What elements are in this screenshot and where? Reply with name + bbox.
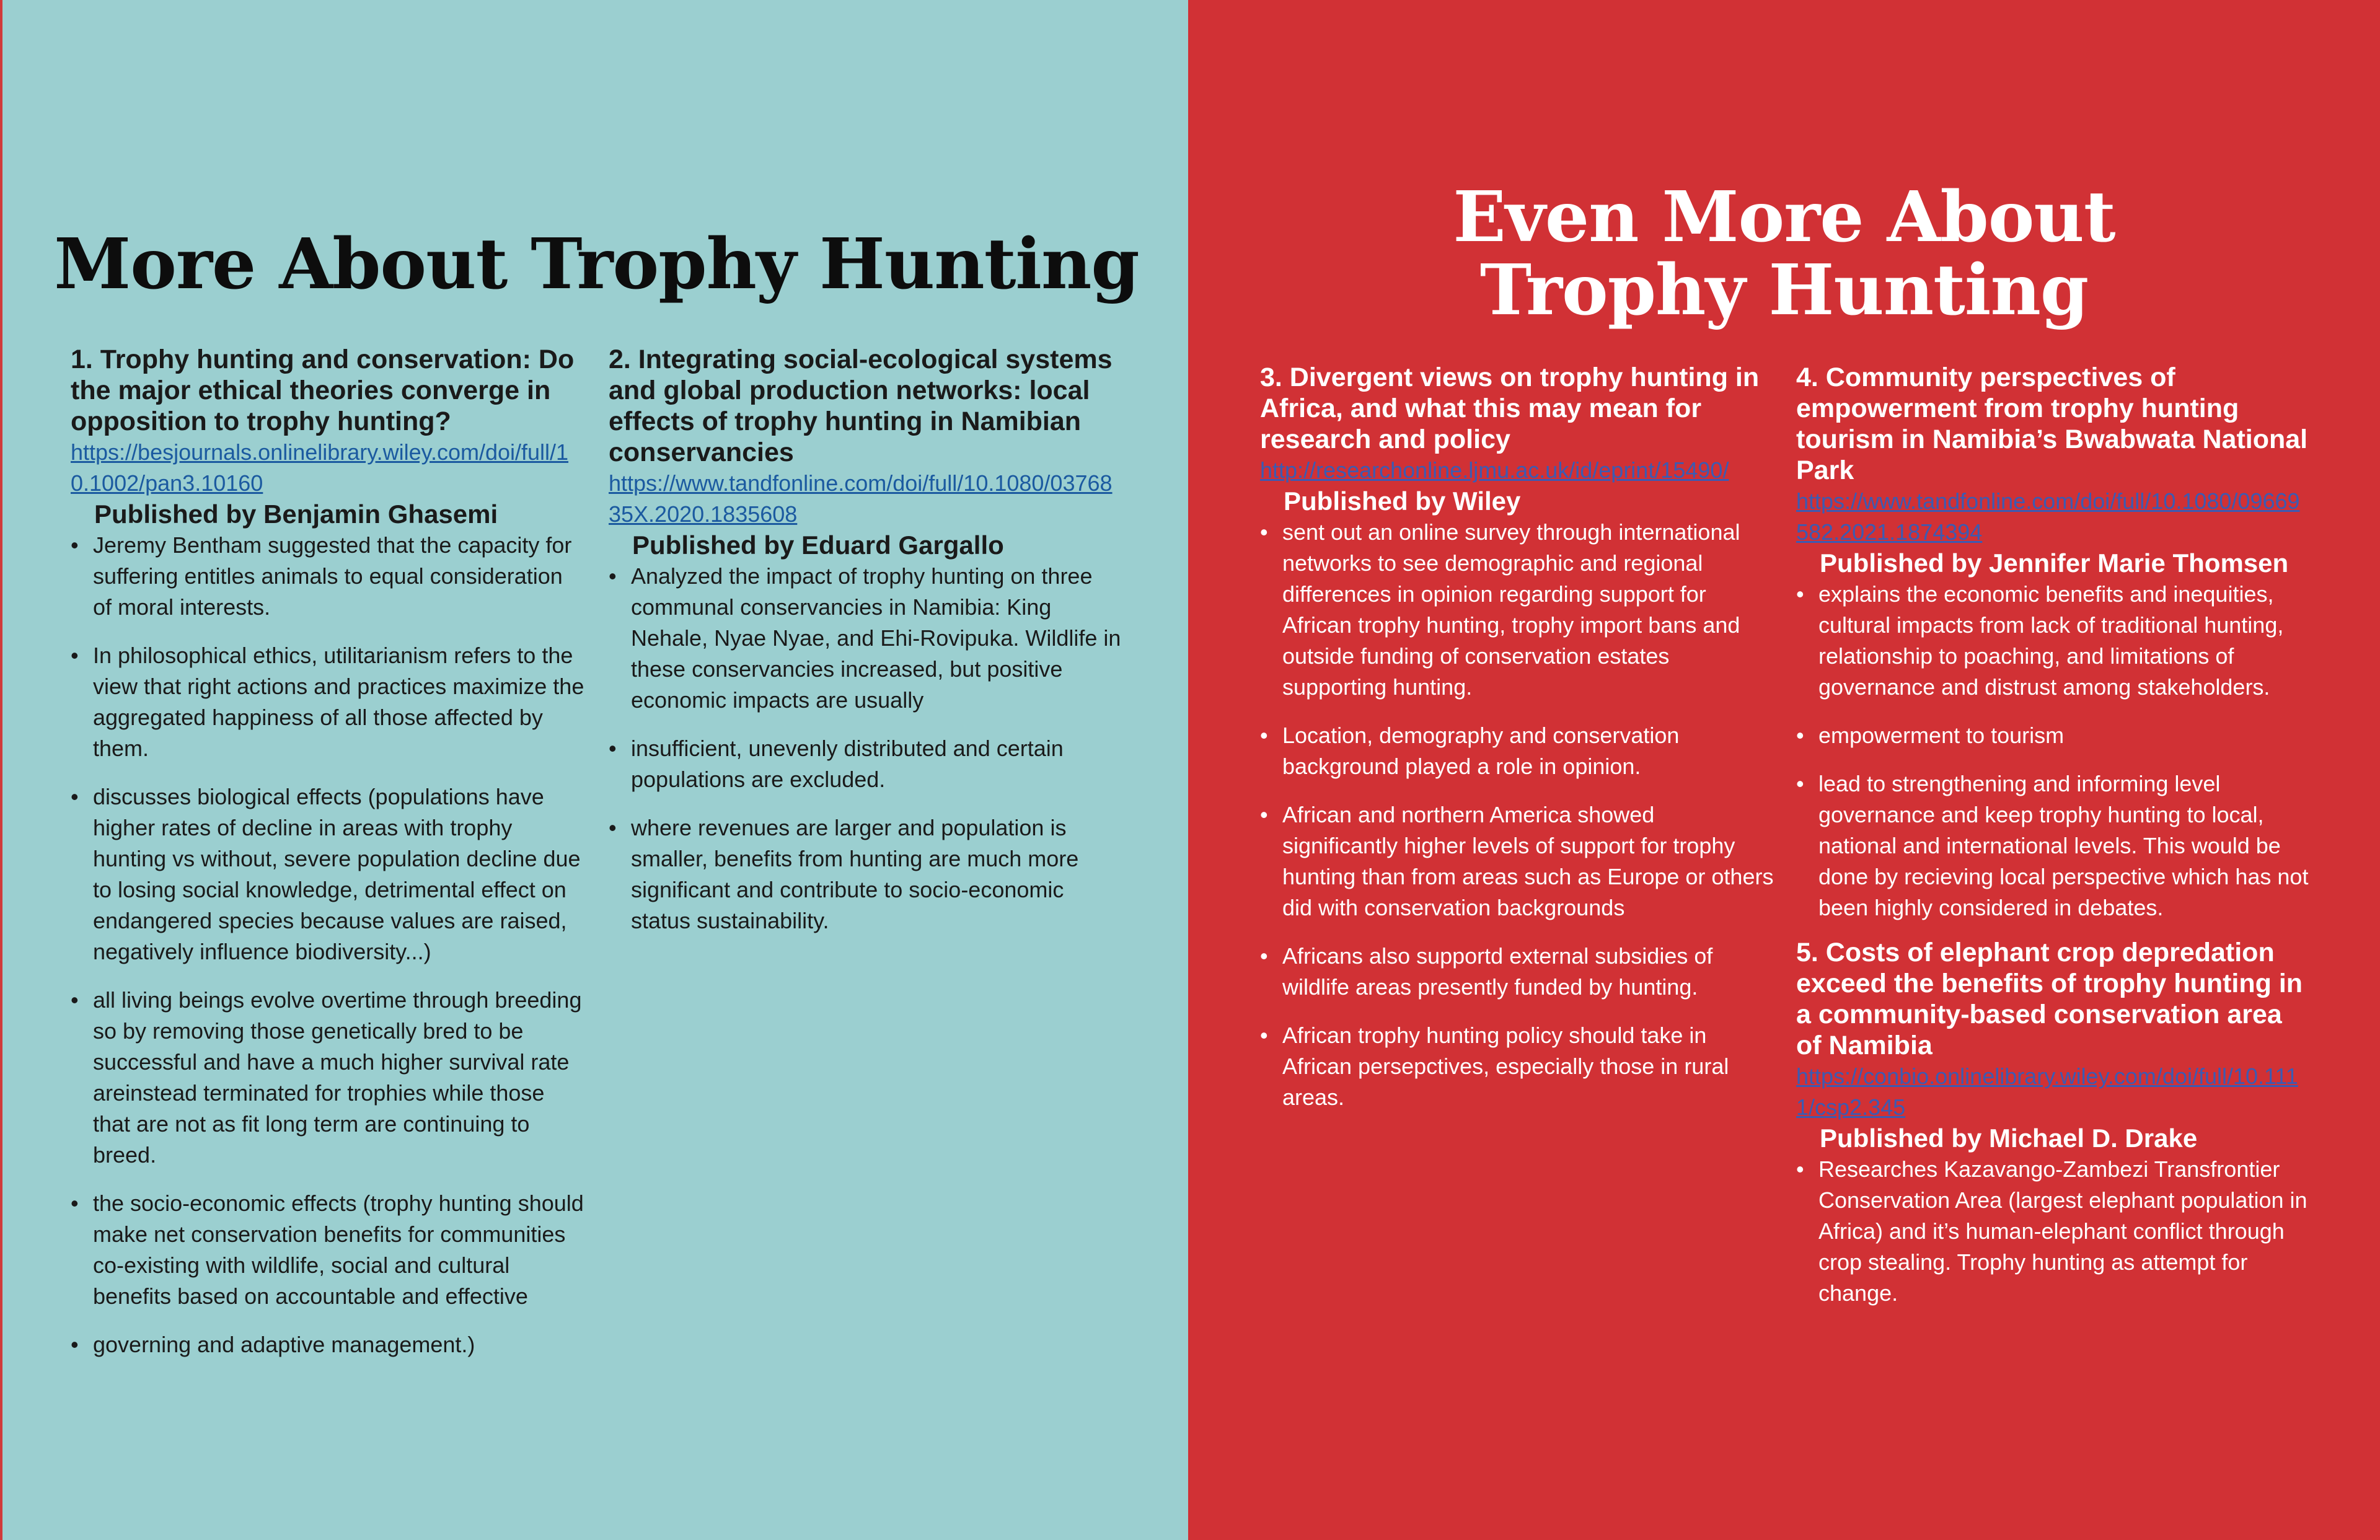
- list-item: • sent out an online survey through international networks to see demographic and regional differences in opinion regarding support for African trophy hunting, trophy import bans and outside funding of conservation estates supporting hunting.: [1260, 517, 1774, 703]
- source-2-publisher: Published by Eduard Gargallo: [632, 530, 1004, 560]
- list-item: • discusses biological effects (populations have higher rates of decline in areas with trophy hunting vs without, severe population decline due to losing social knowledge, detrimental effect on endangered species because values are raised, negatively influence biodiversity...): [71, 781, 585, 967]
- list-item: • empowerment to tourism: [1796, 720, 2311, 751]
- list-item: • the socio-economic effects (trophy hunting should make net conservation benefits for communities co-existing with wildlife, social and cultural benefits based on accountable and effective: [71, 1188, 585, 1312]
- right-page-title: [1188, 177, 2380, 331]
- source-2-bullet-list: [609, 561, 1123, 936]
- source-2-link[interactable]: https://www.tandfonline.com/doi/full/10.1080/0376835X.2020.1835608: [609, 470, 1113, 527]
- list-item: • In philosophical ethics, utilitarianism refers to the view that right actions and practices maximize the aggregated happiness of all those affected by them.: [71, 640, 585, 764]
- source-1-link[interactable]: https://besjournals.onlinelibrary.wiley.com/doi/full/10.1002/pan3.10160: [71, 439, 569, 496]
- list-item: • African and northern America showed significantly higher levels of support for trophy hunting than from areas such as Europe or others did with conservation backgrounds: [1260, 799, 1774, 923]
- list-item: • insufficient, unevenly distributed and certain populations are excluded.: [609, 733, 1123, 795]
- source-2-column: [609, 344, 1123, 936]
- source-5-link[interactable]: https://conbio.onlinelibrary.wiley.com/doi/full/10.1111/csp2.345: [1796, 1063, 2298, 1120]
- list-item: • Africans also supportd external subsidies of wildlife areas presently funded by hunting.: [1260, 941, 1774, 1003]
- source-5-bullet-list: [1796, 1154, 2311, 1309]
- source-3-publisher: Published by Wiley: [1284, 486, 1521, 516]
- source-3-column: [1260, 362, 1774, 1113]
- source-3-heading: 3. Divergent views on trophy hunting in Africa, and what this may mean for research and policy: [1260, 363, 1760, 454]
- list-item: • all living beings evolve overtime through breeding so by removing those genetically bred to be successful and have a much higher survival rate areinstead terminated for trophies while those that are not as fit long term are continuing to breed.: [71, 985, 585, 1171]
- right-title-line-1: Even More About: [1453, 177, 2115, 258]
- source-4-5-column: [1796, 362, 2311, 1309]
- list-item: • where revenues are larger and population is smaller, benefits from hunting are much more significant and contribute to socio-economic status sustainability.: [609, 812, 1123, 936]
- source-3-link[interactable]: http://researchonline.ljmu.ac.uk/id/eprint/15490/: [1260, 457, 1729, 483]
- list-item: • Analyzed the impact of trophy hunting on three communal conservancies in Namibia: King Nehale, Nyae Nyae, and Ehi-Rovipuka. Wildlife in these conservancies increased, but positive economic impacts are usually: [609, 561, 1123, 716]
- list-item: • Jeremy Bentham suggested that the capacity for suffering entitles animals to equal consideration of moral interests.: [71, 530, 585, 623]
- list-item: • lead to strengthening and informing level governance and keep trophy hunting to local, national and international levels. This would be done by recieving local perspective which has not been highly considered in debates.: [1796, 768, 2311, 923]
- source-4-link[interactable]: https://www.tandfonline.com/doi/full/10.1080/09669582.2021.1874394: [1796, 488, 2300, 545]
- left-page: [0, 0, 1188, 1540]
- source-3-bullet-list: [1260, 517, 1774, 1113]
- source-1-bullet-list: [71, 530, 585, 1360]
- right-page: [1188, 0, 2380, 1540]
- list-item: • Researches Kazavango-Zambezi Transfrontier Conservation Area (largest elephant population in Africa) and it’s human-elephant conflict through crop stealing. Trophy hunting as attempt for change.: [1796, 1154, 2311, 1309]
- source-5-publisher: Published by Michael D. Drake: [1820, 1124, 2198, 1153]
- source-1-column: [71, 344, 585, 1360]
- source-5-heading: 5. Costs of elephant crop depredation exceed the benefits of trophy hunting in a community-based conservation area of Namibia: [1796, 938, 2303, 1060]
- source-2-heading: 2. Integrating social-ecological systems and global production networks: local effects of trophy hunting in Namibian conservancies: [609, 345, 1113, 467]
- source-4-heading: 4. Community perspectives of empowerment from trophy hunting tourism in Namibia’s Bwabwata National Park: [1796, 363, 2308, 485]
- source-1-heading: 1. Trophy hunting and conservation: Do the major ethical theories converge in opposition to trophy hunting?: [71, 345, 575, 436]
- right-title-line-2: Trophy Hunting: [1479, 249, 2089, 331]
- list-item: • governing and adaptive management.): [71, 1329, 585, 1360]
- left-page-title: More About Trophy Hunting: [54, 224, 1139, 305]
- source-5-section: [1796, 937, 2311, 1309]
- source-1-publisher: Published by Benjamin Ghasemi: [94, 499, 498, 529]
- list-item: • Location, demography and conservation background played a role in opinion.: [1260, 720, 1774, 782]
- list-item: • African trophy hunting policy should take in African persepctives, especially those in rural areas.: [1260, 1020, 1774, 1113]
- list-item: • explains the economic benefits and inequities, cultural impacts from lack of traditional hunting, relationship to poaching, and limitations of governance and distrust among stakeholders.: [1796, 579, 2311, 703]
- source-4-bullet-list: [1796, 579, 2311, 923]
- source-4-publisher: Published by Jennifer Marie Thomsen: [1820, 548, 2289, 578]
